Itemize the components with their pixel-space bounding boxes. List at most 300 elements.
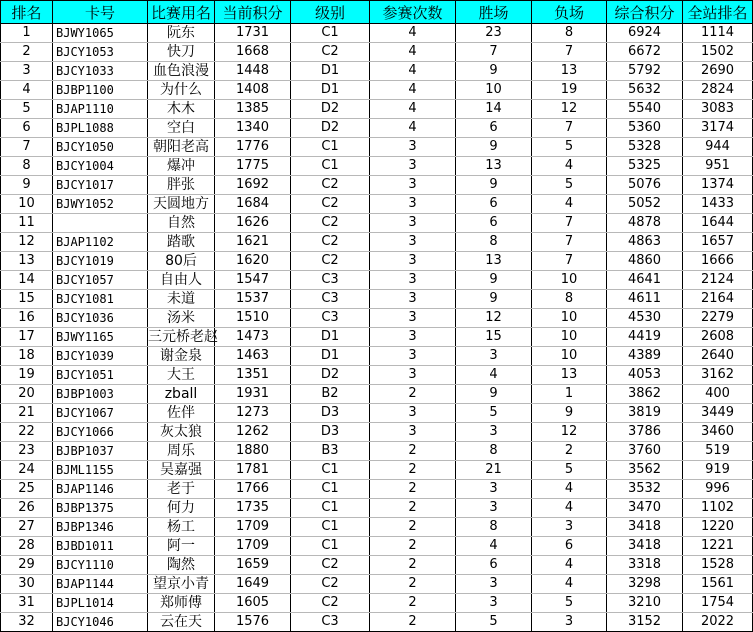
rank-cell: 23 — [1, 442, 53, 461]
player-name-cell: 何力 — [148, 499, 215, 518]
table-row — [1, 385, 753, 404]
rank-cell: 26 — [1, 499, 53, 518]
current-points-cell: 1620 — [215, 252, 291, 271]
total-points-cell: 3862 — [607, 385, 683, 404]
level-cell: D2 — [291, 366, 370, 385]
level-cell: C2 — [291, 195, 370, 214]
losses-cell: 9 — [532, 404, 607, 423]
table-row — [1, 119, 753, 138]
current-points-cell: 1668 — [215, 43, 291, 62]
current-points-cell: 1576 — [215, 613, 291, 632]
table-row — [1, 252, 753, 271]
entries-cell: 3 — [370, 214, 456, 233]
current-points-cell: 1537 — [215, 290, 291, 309]
current-points-cell: 1463 — [215, 347, 291, 366]
rank-cell: 16 — [1, 309, 53, 328]
player-name-cell: 朝阳老高 — [148, 138, 215, 157]
site-rank-cell: 1502 — [683, 43, 753, 62]
card-number-cell: BJCY1110 — [53, 556, 148, 575]
wins-cell: 5 — [456, 613, 532, 632]
card-number-cell: BJAP1110 — [53, 100, 148, 119]
site-rank-cell: 1114 — [683, 24, 753, 43]
card-number-cell: BJCY1039 — [53, 347, 148, 366]
player-name-cell: 周乐 — [148, 442, 215, 461]
entries-cell: 2 — [370, 575, 456, 594]
entries-cell: 4 — [370, 43, 456, 62]
entries-cell: 3 — [370, 404, 456, 423]
player-name-cell: 自由人 — [148, 271, 215, 290]
entries-cell: 4 — [370, 119, 456, 138]
level-cell: C2 — [291, 43, 370, 62]
wins-cell: 3 — [456, 594, 532, 613]
site-rank-cell: 1221 — [683, 537, 753, 556]
entries-cell: 3 — [370, 233, 456, 252]
total-points-cell: 4641 — [607, 271, 683, 290]
header-card-number: 卡号 — [53, 1, 148, 24]
level-cell: C2 — [291, 176, 370, 195]
wins-cell: 13 — [456, 157, 532, 176]
table-row — [1, 24, 753, 43]
entries-cell: 3 — [370, 195, 456, 214]
losses-cell: 8 — [532, 24, 607, 43]
rank-cell: 27 — [1, 518, 53, 537]
entries-cell: 2 — [370, 385, 456, 404]
card-number-cell: BJCY1019 — [53, 252, 148, 271]
level-cell: C2 — [291, 594, 370, 613]
rank-cell: 1 — [1, 24, 53, 43]
wins-cell: 4 — [456, 537, 532, 556]
level-cell: D3 — [291, 423, 370, 442]
entries-cell: 3 — [370, 366, 456, 385]
wins-cell: 3 — [456, 347, 532, 366]
current-points-cell: 1385 — [215, 100, 291, 119]
table-row — [1, 366, 753, 385]
total-points-cell: 3562 — [607, 461, 683, 480]
total-points-cell: 3819 — [607, 404, 683, 423]
player-name-cell: 灰太狼 — [148, 423, 215, 442]
rank-cell: 18 — [1, 347, 53, 366]
current-points-cell: 1709 — [215, 518, 291, 537]
entries-cell: 4 — [370, 100, 456, 119]
player-name-cell: 三元桥老赵 — [148, 329, 218, 345]
entries-cell: 2 — [370, 537, 456, 556]
card-number-cell: BJBP1100 — [53, 81, 148, 100]
site-rank-cell: 951 — [683, 157, 753, 176]
losses-cell: 19 — [532, 81, 607, 100]
wins-cell: 9 — [456, 62, 532, 81]
level-cell: D1 — [291, 328, 370, 347]
player-name-cell: 空白 — [148, 119, 215, 138]
card-number-cell: BJBP1037 — [53, 442, 148, 461]
current-points-cell: 1659 — [215, 556, 291, 575]
level-cell: C1 — [291, 24, 370, 43]
player-name-cell: 云在天 — [148, 613, 215, 632]
wins-cell: 10 — [456, 81, 532, 100]
rank-cell: 17 — [1, 328, 53, 347]
site-rank-cell: 1561 — [683, 575, 753, 594]
site-rank-cell: 1754 — [683, 594, 753, 613]
player-name-cell: 陶然 — [148, 556, 215, 575]
card-number-cell: BJAP1144 — [53, 575, 148, 594]
total-points-cell: 4530 — [607, 309, 683, 328]
total-points-cell: 3760 — [607, 442, 683, 461]
current-points-cell: 1408 — [215, 81, 291, 100]
losses-cell: 4 — [532, 157, 607, 176]
total-points-cell: 5328 — [607, 138, 683, 157]
player-name-cell: 杨工 — [148, 518, 215, 537]
total-points-cell: 4419 — [607, 328, 683, 347]
rank-cell: 30 — [1, 575, 53, 594]
wins-cell: 15 — [456, 328, 532, 347]
table-row — [1, 518, 753, 537]
level-cell: D1 — [291, 347, 370, 366]
level-cell: C1 — [291, 461, 370, 480]
rank-cell: 9 — [1, 176, 53, 195]
table-row — [1, 461, 753, 480]
site-rank-cell: 919 — [683, 461, 753, 480]
wins-cell: 6 — [456, 119, 532, 138]
entries-cell: 2 — [370, 442, 456, 461]
total-points-cell: 4053 — [607, 366, 683, 385]
wins-cell: 8 — [456, 442, 532, 461]
losses-cell: 10 — [532, 328, 607, 347]
site-rank-cell: 519 — [683, 442, 753, 461]
card-number-cell: BJBD1011 — [53, 537, 148, 556]
losses-cell: 5 — [532, 461, 607, 480]
card-number-cell: BJCY1067 — [53, 404, 148, 423]
rank-cell: 11 — [1, 214, 53, 233]
total-points-cell: 5325 — [607, 157, 683, 176]
header-losses: 负场 — [532, 1, 607, 24]
site-rank-cell: 2279 — [683, 309, 753, 328]
wins-cell: 4 — [456, 366, 532, 385]
rank-cell: 22 — [1, 423, 53, 442]
wins-cell: 9 — [456, 138, 532, 157]
losses-cell: 7 — [532, 214, 607, 233]
wins-cell: 13 — [456, 252, 532, 271]
table-row — [1, 157, 753, 176]
rank-cell: 29 — [1, 556, 53, 575]
current-points-cell: 1547 — [215, 271, 291, 290]
table-row — [1, 442, 753, 461]
card-number-cell: BJBP1346 — [53, 518, 148, 537]
site-rank-cell: 3174 — [683, 119, 753, 138]
losses-cell: 7 — [532, 233, 607, 252]
site-rank-cell: 944 — [683, 138, 753, 157]
rank-cell: 4 — [1, 81, 53, 100]
site-rank-cell: 2608 — [683, 328, 753, 347]
card-number-cell: BJCY1004 — [53, 157, 148, 176]
level-cell: C1 — [291, 537, 370, 556]
current-points-cell: 1776 — [215, 138, 291, 157]
table-row — [1, 214, 753, 233]
rank-cell: 5 — [1, 100, 53, 119]
header-site-rank: 全站排名 — [683, 1, 753, 24]
current-points-cell: 1692 — [215, 176, 291, 195]
player-name-cell: 80后 — [148, 252, 215, 271]
current-points-cell: 1262 — [215, 423, 291, 442]
card-number-cell: BJWY1065 — [53, 24, 148, 43]
player-name-cell: 郑师傅 — [148, 594, 215, 613]
card-number-cell: BJAP1146 — [53, 480, 148, 499]
wins-cell: 8 — [456, 233, 532, 252]
wins-cell: 14 — [456, 100, 532, 119]
rank-cell: 3 — [1, 62, 53, 81]
wins-cell: 3 — [456, 499, 532, 518]
player-name-cell: 胖张 — [148, 176, 215, 195]
rank-cell: 31 — [1, 594, 53, 613]
total-points-cell: 3532 — [607, 480, 683, 499]
level-cell: C3 — [291, 290, 370, 309]
losses-cell: 2 — [532, 442, 607, 461]
level-cell: C2 — [291, 252, 370, 271]
table-row — [1, 309, 753, 328]
entries-cell: 2 — [370, 613, 456, 632]
player-name-cell: 阿一 — [148, 537, 215, 556]
site-rank-cell: 3449 — [683, 404, 753, 423]
current-points-cell: 1766 — [215, 480, 291, 499]
table-row — [1, 575, 753, 594]
player-name-cell: 踏歌 — [148, 233, 215, 252]
card-number-cell: BJML1155 — [53, 461, 148, 480]
level-cell: C3 — [291, 271, 370, 290]
card-number-cell: BJCY1017 — [53, 176, 148, 195]
current-points-cell: 1880 — [215, 442, 291, 461]
current-points-cell: 1731 — [215, 24, 291, 43]
entries-cell: 4 — [370, 81, 456, 100]
player-name-cell: 快刀 — [148, 43, 215, 62]
table-row — [1, 594, 753, 613]
table-row — [1, 613, 753, 632]
table-row — [1, 423, 753, 442]
site-rank-cell: 2164 — [683, 290, 753, 309]
entries-cell: 4 — [370, 62, 456, 81]
table-row — [1, 290, 753, 309]
card-number-cell: BJCY1053 — [53, 43, 148, 62]
entries-cell: 2 — [370, 518, 456, 537]
entries-cell: 3 — [370, 271, 456, 290]
wins-cell: 21 — [456, 461, 532, 480]
total-points-cell: 6924 — [607, 24, 683, 43]
total-points-cell: 4878 — [607, 214, 683, 233]
table-row — [1, 271, 753, 290]
site-rank-cell: 2824 — [683, 81, 753, 100]
rank-cell: 21 — [1, 404, 53, 423]
current-points-cell: 1684 — [215, 195, 291, 214]
entries-cell: 3 — [370, 309, 456, 328]
table-row — [1, 43, 753, 62]
rank-cell: 14 — [1, 271, 53, 290]
wins-cell: 6 — [456, 214, 532, 233]
total-points-cell: 3152 — [607, 613, 683, 632]
wins-cell: 9 — [456, 176, 532, 195]
site-rank-cell: 2124 — [683, 271, 753, 290]
total-points-cell: 5052 — [607, 195, 683, 214]
entries-cell: 3 — [370, 157, 456, 176]
losses-cell: 7 — [532, 43, 607, 62]
table-row — [1, 62, 753, 81]
level-cell: D3 — [291, 404, 370, 423]
rank-cell: 25 — [1, 480, 53, 499]
entries-cell: 3 — [370, 347, 456, 366]
current-points-cell: 1649 — [215, 575, 291, 594]
losses-cell: 4 — [532, 556, 607, 575]
site-rank-cell: 1102 — [683, 499, 753, 518]
site-rank-cell: 1374 — [683, 176, 753, 195]
site-rank-cell: 3162 — [683, 366, 753, 385]
losses-cell: 12 — [532, 100, 607, 119]
losses-cell: 6 — [532, 537, 607, 556]
table-row — [1, 138, 753, 157]
card-number-cell: BJCY1081 — [53, 290, 148, 309]
entries-cell: 3 — [370, 328, 456, 347]
losses-cell: 10 — [532, 271, 607, 290]
total-points-cell: 3470 — [607, 499, 683, 518]
losses-cell: 7 — [532, 252, 607, 271]
rank-cell: 13 — [1, 252, 53, 271]
site-rank-cell: 2690 — [683, 62, 753, 81]
wins-cell: 3 — [456, 480, 532, 499]
losses-cell: 3 — [532, 518, 607, 537]
current-points-cell: 1340 — [215, 119, 291, 138]
card-number-cell: BJWY1052 — [53, 195, 148, 214]
wins-cell: 9 — [456, 290, 532, 309]
wins-cell: 12 — [456, 309, 532, 328]
current-points-cell: 1473 — [215, 328, 291, 347]
level-cell: D2 — [291, 119, 370, 138]
entries-cell: 2 — [370, 480, 456, 499]
total-points-cell: 5792 — [607, 62, 683, 81]
header-row — [1, 1, 753, 24]
entries-cell: 3 — [370, 176, 456, 195]
losses-cell: 4 — [532, 480, 607, 499]
entries-cell: 2 — [370, 499, 456, 518]
total-points-cell: 3786 — [607, 423, 683, 442]
current-points-cell: 1621 — [215, 233, 291, 252]
total-points-cell: 3418 — [607, 537, 683, 556]
losses-cell: 8 — [532, 290, 607, 309]
level-cell: C2 — [291, 575, 370, 594]
level-cell: D2 — [291, 100, 370, 119]
entries-cell: 4 — [370, 24, 456, 43]
card-number-cell: BJWY1165 — [53, 328, 148, 347]
player-name-cell: 未道 — [148, 290, 215, 309]
player-name-cell: 佐伴 — [148, 404, 215, 423]
card-number-cell: BJCY1036 — [53, 309, 148, 328]
losses-cell: 5 — [532, 176, 607, 195]
losses-cell: 4 — [532, 499, 607, 518]
current-points-cell: 1781 — [215, 461, 291, 480]
entries-cell: 3 — [370, 252, 456, 271]
rank-cell: 32 — [1, 613, 53, 632]
level-cell: B2 — [291, 385, 370, 404]
entries-cell: 2 — [370, 594, 456, 613]
card-number-cell: BJBP1003 — [53, 385, 148, 404]
current-points-cell: 1735 — [215, 499, 291, 518]
wins-cell: 23 — [456, 24, 532, 43]
rank-cell: 2 — [1, 43, 53, 62]
wins-cell: 6 — [456, 556, 532, 575]
site-rank-cell: 2022 — [683, 613, 753, 632]
site-rank-cell: 400 — [683, 385, 753, 404]
wins-cell: 5 — [456, 404, 532, 423]
table-row — [1, 480, 753, 499]
site-rank-cell: 3083 — [683, 100, 753, 119]
player-name-cell: 汤米 — [148, 309, 215, 328]
site-rank-cell: 1433 — [683, 195, 753, 214]
entries-cell: 3 — [370, 290, 456, 309]
losses-cell: 12 — [532, 423, 607, 442]
card-number-cell — [53, 214, 148, 233]
level-cell: D1 — [291, 62, 370, 81]
total-points-cell: 4863 — [607, 233, 683, 252]
player-name-cell: 木木 — [148, 100, 215, 119]
player-name-cell: zball — [148, 385, 215, 404]
card-number-cell: BJCY1066 — [53, 423, 148, 442]
site-rank-cell: 1657 — [683, 233, 753, 252]
player-name-cell: 为什么 — [148, 81, 215, 100]
current-points-cell: 1605 — [215, 594, 291, 613]
header-current-points: 当前积分 — [215, 1, 291, 24]
total-points-cell: 4860 — [607, 252, 683, 271]
card-number-cell: BJCY1050 — [53, 138, 148, 157]
level-cell: C1 — [291, 157, 370, 176]
table-row — [1, 328, 753, 347]
current-points-cell: 1448 — [215, 62, 291, 81]
card-number-cell: BJAP1102 — [53, 233, 148, 252]
table-row — [1, 233, 753, 252]
rank-cell: 7 — [1, 138, 53, 157]
player-name-cell: 望京小青 — [148, 575, 215, 594]
current-points-cell: 1931 — [215, 385, 291, 404]
site-rank-cell: 996 — [683, 480, 753, 499]
card-number-cell: BJCY1051 — [53, 366, 148, 385]
header-wins: 胜场 — [456, 1, 532, 24]
table-row — [1, 499, 753, 518]
wins-cell: 3 — [456, 423, 532, 442]
total-points-cell: 5076 — [607, 176, 683, 195]
entries-cell: 3 — [370, 423, 456, 442]
site-rank-cell: 3460 — [683, 423, 753, 442]
rank-cell: 6 — [1, 119, 53, 138]
current-points-cell: 1709 — [215, 537, 291, 556]
player-name-cell: 血色浪漫 — [148, 62, 215, 81]
losses-cell: 3 — [532, 613, 607, 632]
table-row — [1, 556, 753, 575]
losses-cell: 4 — [532, 195, 607, 214]
total-points-cell: 3210 — [607, 594, 683, 613]
losses-cell: 1 — [532, 385, 607, 404]
header-rank: 排名 — [1, 1, 53, 24]
rank-cell: 10 — [1, 195, 53, 214]
level-cell: D1 — [291, 81, 370, 100]
card-number-cell: BJCY1057 — [53, 271, 148, 290]
current-points-cell: 1775 — [215, 157, 291, 176]
losses-cell: 10 — [532, 309, 607, 328]
level-cell: C1 — [291, 138, 370, 157]
wins-cell: 7 — [456, 43, 532, 62]
site-rank-cell: 1644 — [683, 214, 753, 233]
table-row — [1, 195, 753, 214]
total-points-cell: 3298 — [607, 575, 683, 594]
level-cell: C3 — [291, 613, 370, 632]
level-cell: C3 — [291, 309, 370, 328]
total-points-cell: 3418 — [607, 518, 683, 537]
losses-cell: 10 — [532, 347, 607, 366]
table-row — [1, 81, 753, 100]
header-level: 级别 — [291, 1, 370, 24]
current-points-cell: 1626 — [215, 214, 291, 233]
